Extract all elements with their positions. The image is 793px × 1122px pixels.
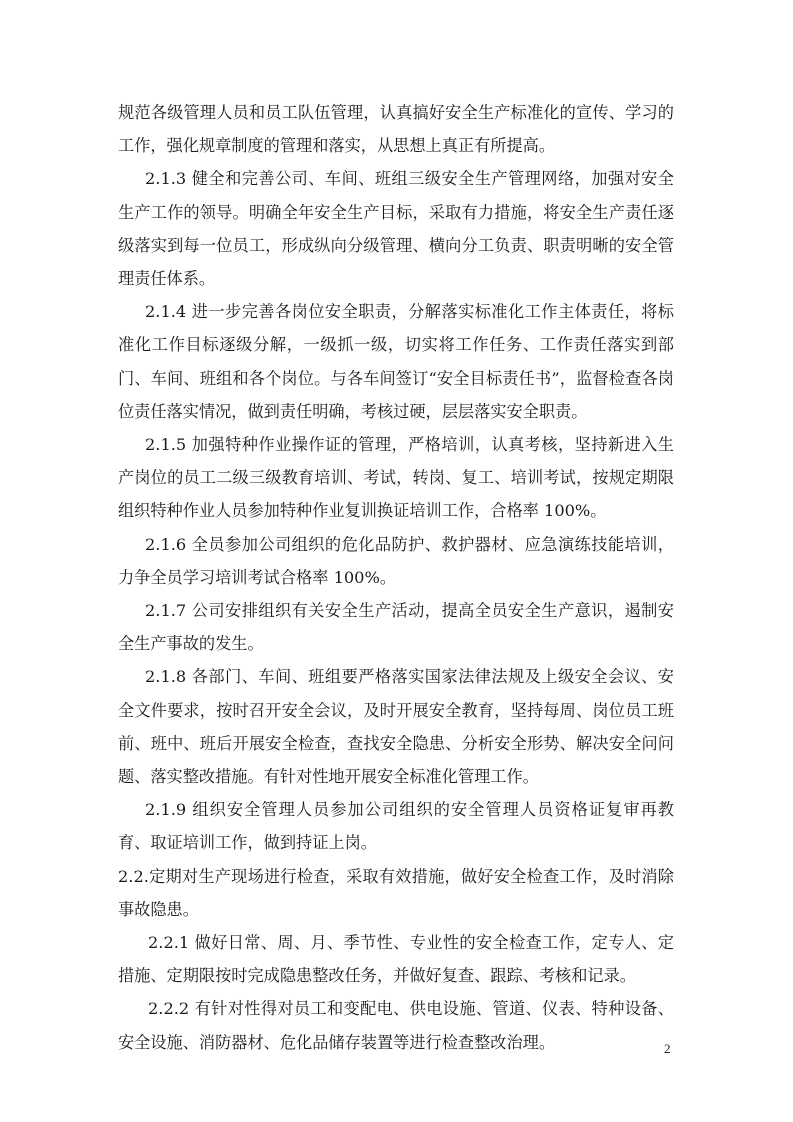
paragraph-2-1-7: 2.1.7 公司安排组织有关安全生产活动，提高全员安全生产意识，遏制安全生产事故的发生。 — [118, 601, 674, 654]
paragraph-2-1-6: 2.1.6 全员参加公司组织的危化品防护、救护器材、应急演练技能培训，力争全员学习培训考试合格率 100%。 — [118, 534, 674, 587]
section-heading-2-2: 2.2.定期对生产现场进行检查，采取有效措施，做好安全检查工作，及时消除事故隐患。 — [118, 866, 674, 919]
paragraph-2-1-4: 2.1.4 进一步完善各岗位安全职责，分解落实标准化工作主体责任，将标准化工作目标逐级分解，一级抓一级，切实将工作任务、工作责任落实到部门、车间、班组和各个岗位。与各车间签订“安全目标责任书”，监督检查各岗位责任落实情况，做到责任明确，考核过硬，层层落实安全职责。 — [118, 302, 674, 421]
paragraph-2-1-5: 2.1.5 加强特种作业操作证的管理，严格培训，认真考核，坚持新进入生产岗位的员工二级三级教育培训、考试，转岗、复工、培训考试，按规定期限组织特种作业人员参加特种作业复训换证培训工作，合格率 100%。 — [118, 435, 674, 521]
page-number: 2 — [664, 1041, 671, 1056]
paragraph-2-2-1: 2.2.1 做好日常、周、月、季节性、专业性的安全检查工作，定专人、定措施、定期限按时完成隐患整改任务，并做好复查、跟踪、考核和记录。 — [118, 933, 674, 986]
paragraph-2-1-3: 2.1.3 健全和完善公司、车间、班组三级安全生产管理网络，加强对安全生产工作的领导。明确全年安全生产目标，采取有力措施，将安全生产责任逐级落实到每一位员工，形成纵向分级管理、横向分工负责、职责明晰的安全管理责任体系。 — [118, 169, 674, 289]
document-body — [118, 96, 674, 1059]
paragraph-continuation: 规范各级管理人员和员工队伍管理，认真搞好安全生产标准化的宣传、学习的工作，强化规章制度的管理和落实，从思想上真正有所提高。 — [118, 103, 674, 156]
paragraph-2-1-9: 2.1.9 组织安全管理人员参加公司组织的安全管理人员资格证复审再教育、取证培训工作，做到持证上岗。 — [118, 800, 674, 853]
paragraph-2-1-8: 2.1.8 各部门、车间、班组要严格落实国家法律法规及上级安全会议、安全文件要求，按时召开安全会议，及时开展安全教育，坚持每周、岗位员工班前、班中、班后开展安全检查，查找安全隐患、分析安全形势、解决安全问问题、落实整改措施。有针对性地开展安全标准化管理工作。 — [118, 667, 674, 787]
paragraph-2-2-2: 2.2.2 有针对性得对员工和变配电、供电设施、管道、仪表、特种设备、安全设施、消防器材、危化品储存装置等进行检查整改治理。 — [118, 999, 674, 1052]
